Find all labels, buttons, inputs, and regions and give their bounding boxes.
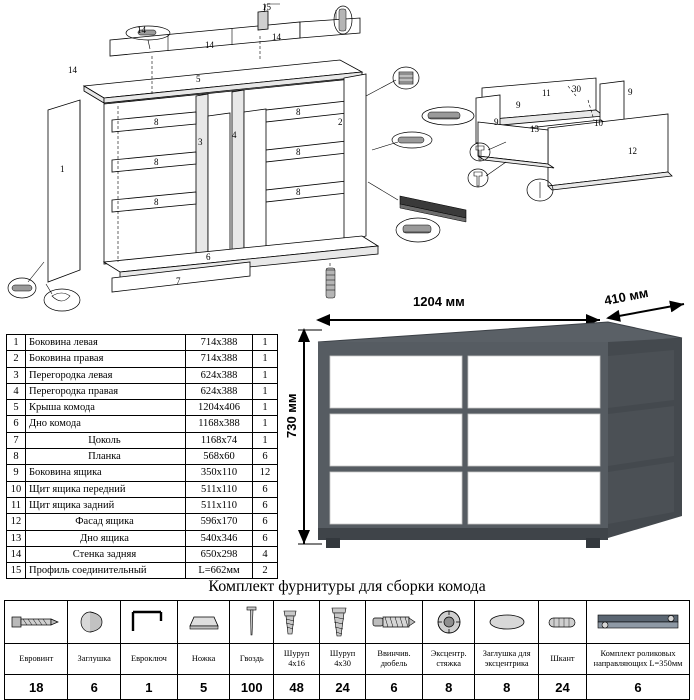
part-qty: 1 (253, 335, 278, 351)
carcass-group (104, 78, 362, 265)
label-13: 13 (530, 124, 539, 134)
label-14-b: 14 (205, 40, 214, 50)
drawer-front (330, 414, 462, 466)
part-qty: 1 (253, 383, 278, 399)
part-dimension: 511х110 (186, 497, 253, 513)
part-dimension: 596х170 (186, 514, 253, 530)
part-number: 4 (7, 383, 26, 399)
kit-item-name: Заглушка для эксцентрика (475, 644, 538, 675)
kit-item-count: 8 (475, 675, 538, 700)
table-row (7, 416, 278, 432)
table-row (7, 432, 278, 448)
kit-item-name: Заглушка (68, 644, 121, 675)
label-30: 30 (572, 84, 581, 94)
eccentric-cap-icon (475, 601, 538, 644)
kit-item-count: 5 (177, 675, 230, 700)
kit-item-count: 8 (422, 675, 475, 700)
part-name: Дно ящика (26, 530, 186, 546)
part-number: 11 (7, 497, 26, 513)
part-dimension: 1204х406 (186, 400, 253, 416)
parts-table (6, 334, 278, 579)
kit-item-name: Эксцентр. стяжка (422, 644, 475, 675)
part-dimension: 540х346 (186, 530, 253, 546)
depth-dimension-arrow (608, 304, 684, 318)
part-dimension: 624х388 (186, 367, 253, 383)
table-row (7, 351, 278, 367)
table-row (7, 563, 278, 579)
part-name: Боковина правая (26, 351, 186, 367)
part-number: 15 (7, 563, 26, 579)
part-dimension: 1168х74 (186, 432, 253, 448)
part-name: Перегородка левая (26, 367, 186, 383)
table-row (7, 449, 278, 465)
part-number: 7 (7, 432, 26, 448)
part-number: 5 (7, 400, 26, 416)
screw-in-dowel-icon (366, 601, 423, 644)
label-8-e: 8 (296, 147, 301, 157)
part-qty: 6 (253, 481, 278, 497)
kit-item-count: 6 (68, 675, 121, 700)
label-3: 3 (198, 137, 203, 147)
table-row (7, 335, 278, 351)
part-dimension: 511х110 (186, 481, 253, 497)
part-number: 10 (7, 481, 26, 497)
table-row (7, 383, 278, 399)
label-8-c: 8 (154, 197, 159, 207)
part-dimension: 568х60 (186, 449, 253, 465)
drawer-front (330, 472, 462, 524)
part-name: Крыша комода (26, 400, 186, 416)
label-6: 6 (206, 252, 211, 262)
label-14-d: 14 (68, 65, 77, 75)
screw-4x16-icon (274, 601, 320, 644)
part-qty: 6 (253, 530, 278, 546)
label-2: 2 (338, 117, 343, 127)
kit-item-name: Евроключ (120, 644, 177, 675)
part-dimension: 1168х388 (186, 416, 253, 432)
label-4: 4 (232, 130, 237, 140)
label-14-c: 14 (272, 32, 281, 42)
kit-item-count: 18 (5, 675, 68, 700)
kit-item-count: 24 (320, 675, 366, 700)
label-8-a: 8 (154, 117, 159, 127)
part-dimension: L=662мм (186, 563, 253, 579)
part-number: 13 (7, 530, 26, 546)
part-dimension: 714х388 (186, 335, 253, 351)
part-name: Щит ящика задний (26, 497, 186, 513)
table-row (7, 546, 278, 562)
label-9-a: 9 (628, 87, 633, 97)
part-name: Стенка задняя (26, 546, 186, 562)
part-qty: 1 (253, 416, 278, 432)
drawer-front (468, 414, 600, 466)
part-name: Фасад ящика (26, 514, 186, 530)
label-10: 10 (594, 118, 603, 128)
kit-item-count: 6 (587, 675, 690, 700)
drawer-front (468, 472, 600, 524)
part-number: 14 (7, 546, 26, 562)
label-9-b: 9 (494, 117, 499, 127)
label-1: 1 (60, 164, 65, 174)
part-number: 8 (7, 449, 26, 465)
euro-screw-icon (5, 601, 68, 644)
part-number: 9 (7, 465, 26, 481)
part-qty: 6 (253, 497, 278, 513)
part-qty: 1 (253, 400, 278, 416)
dowel-icon (538, 601, 586, 644)
part-qty: 4 (253, 546, 278, 562)
table-row (7, 400, 278, 416)
part-name: Щит ящика передний (26, 481, 186, 497)
table-row (7, 530, 278, 546)
product-dimension-figure (282, 284, 692, 580)
nail-icon (230, 601, 274, 644)
part-name: Боковина левая (26, 335, 186, 351)
drawer-explode-group (476, 78, 672, 190)
kit-item-count: 100 (230, 675, 274, 700)
part-qty: 1 (253, 367, 278, 383)
table-row (7, 465, 278, 481)
part-qty: 2 (253, 563, 278, 579)
label-15: 15 (262, 2, 271, 12)
kit-item-count: 24 (538, 675, 586, 700)
width-label: 1204 мм (413, 294, 465, 309)
depth-label: 410 мм (602, 284, 650, 309)
part-name: Профиль соединительный (26, 563, 186, 579)
exploded-assembly-diagram (0, 0, 694, 318)
drawer-front (330, 356, 462, 408)
kit-item-name: Шуруп 4х16 (274, 644, 320, 675)
kit-item-name: Евровинт (5, 644, 68, 675)
part-dimension: 714х388 (186, 351, 253, 367)
label-8-d: 8 (296, 107, 301, 117)
label-7: 7 (176, 276, 181, 286)
part-qty: 6 (253, 514, 278, 530)
height-label: 730 мм (284, 393, 299, 438)
part-name: Планка (26, 449, 186, 465)
part-number: 2 (7, 351, 26, 367)
kit-item-count: 6 (366, 675, 423, 700)
part-qty: 1 (253, 432, 278, 448)
part-number: 12 (7, 514, 26, 530)
kit-item-count: 48 (274, 675, 320, 700)
kit-item-count: 1 (120, 675, 177, 700)
kit-item-name: Комплект роликовых направляющих L=350мм (587, 644, 690, 675)
label-9-c: 9 (516, 100, 521, 110)
kit-item-name: Ввинчив. дюбель (366, 644, 423, 675)
label-8-b: 8 (154, 157, 159, 167)
table-row (7, 514, 278, 530)
label-12: 12 (628, 146, 637, 156)
part-dimension: 650х298 (186, 546, 253, 562)
table-row (7, 481, 278, 497)
kit-item-name: Гвоздь (230, 644, 274, 675)
label-14-a: 14 (137, 25, 146, 35)
drawer-front (468, 356, 600, 408)
part-name: Дно комода (26, 416, 186, 432)
hardware-kit-table (4, 600, 690, 700)
table-row (7, 367, 278, 383)
part-number: 6 (7, 416, 26, 432)
part-name: Цоколь (26, 432, 186, 448)
label-8-f: 8 (296, 187, 301, 197)
euro-key-icon (120, 601, 177, 644)
hardware-kit-title: Комплект фурнитуры для сборки комода (208, 578, 486, 595)
chest-of-drawers-illustration (318, 322, 682, 548)
part-qty: 12 (253, 465, 278, 481)
part-dimension: 624х388 (186, 383, 253, 399)
part-qty: 6 (253, 449, 278, 465)
part-number: 1 (7, 335, 26, 351)
foot-icon (177, 601, 230, 644)
kit-item-name: Шкант (538, 644, 586, 675)
hardware-callouts (366, 67, 474, 242)
parts-table-body (7, 335, 278, 579)
kit-item-name: Ножка (177, 644, 230, 675)
part-number: 3 (7, 367, 26, 383)
kit-item-name: Шуруп 4х30 (320, 644, 366, 675)
label-11: 11 (542, 88, 551, 98)
part-qty: 1 (253, 351, 278, 367)
slide-rail-icon (587, 601, 690, 644)
eccentric-tie-icon (422, 601, 475, 644)
part-name: Перегородка правая (26, 383, 186, 399)
cap-icon (68, 601, 121, 644)
screw-4x30-icon (320, 601, 366, 644)
part-dimension: 350х110 (186, 465, 253, 481)
part-name: Боковина ящика (26, 465, 186, 481)
table-row (7, 497, 278, 513)
left-side-panel-group (48, 100, 80, 282)
label-5: 5 (196, 74, 201, 84)
